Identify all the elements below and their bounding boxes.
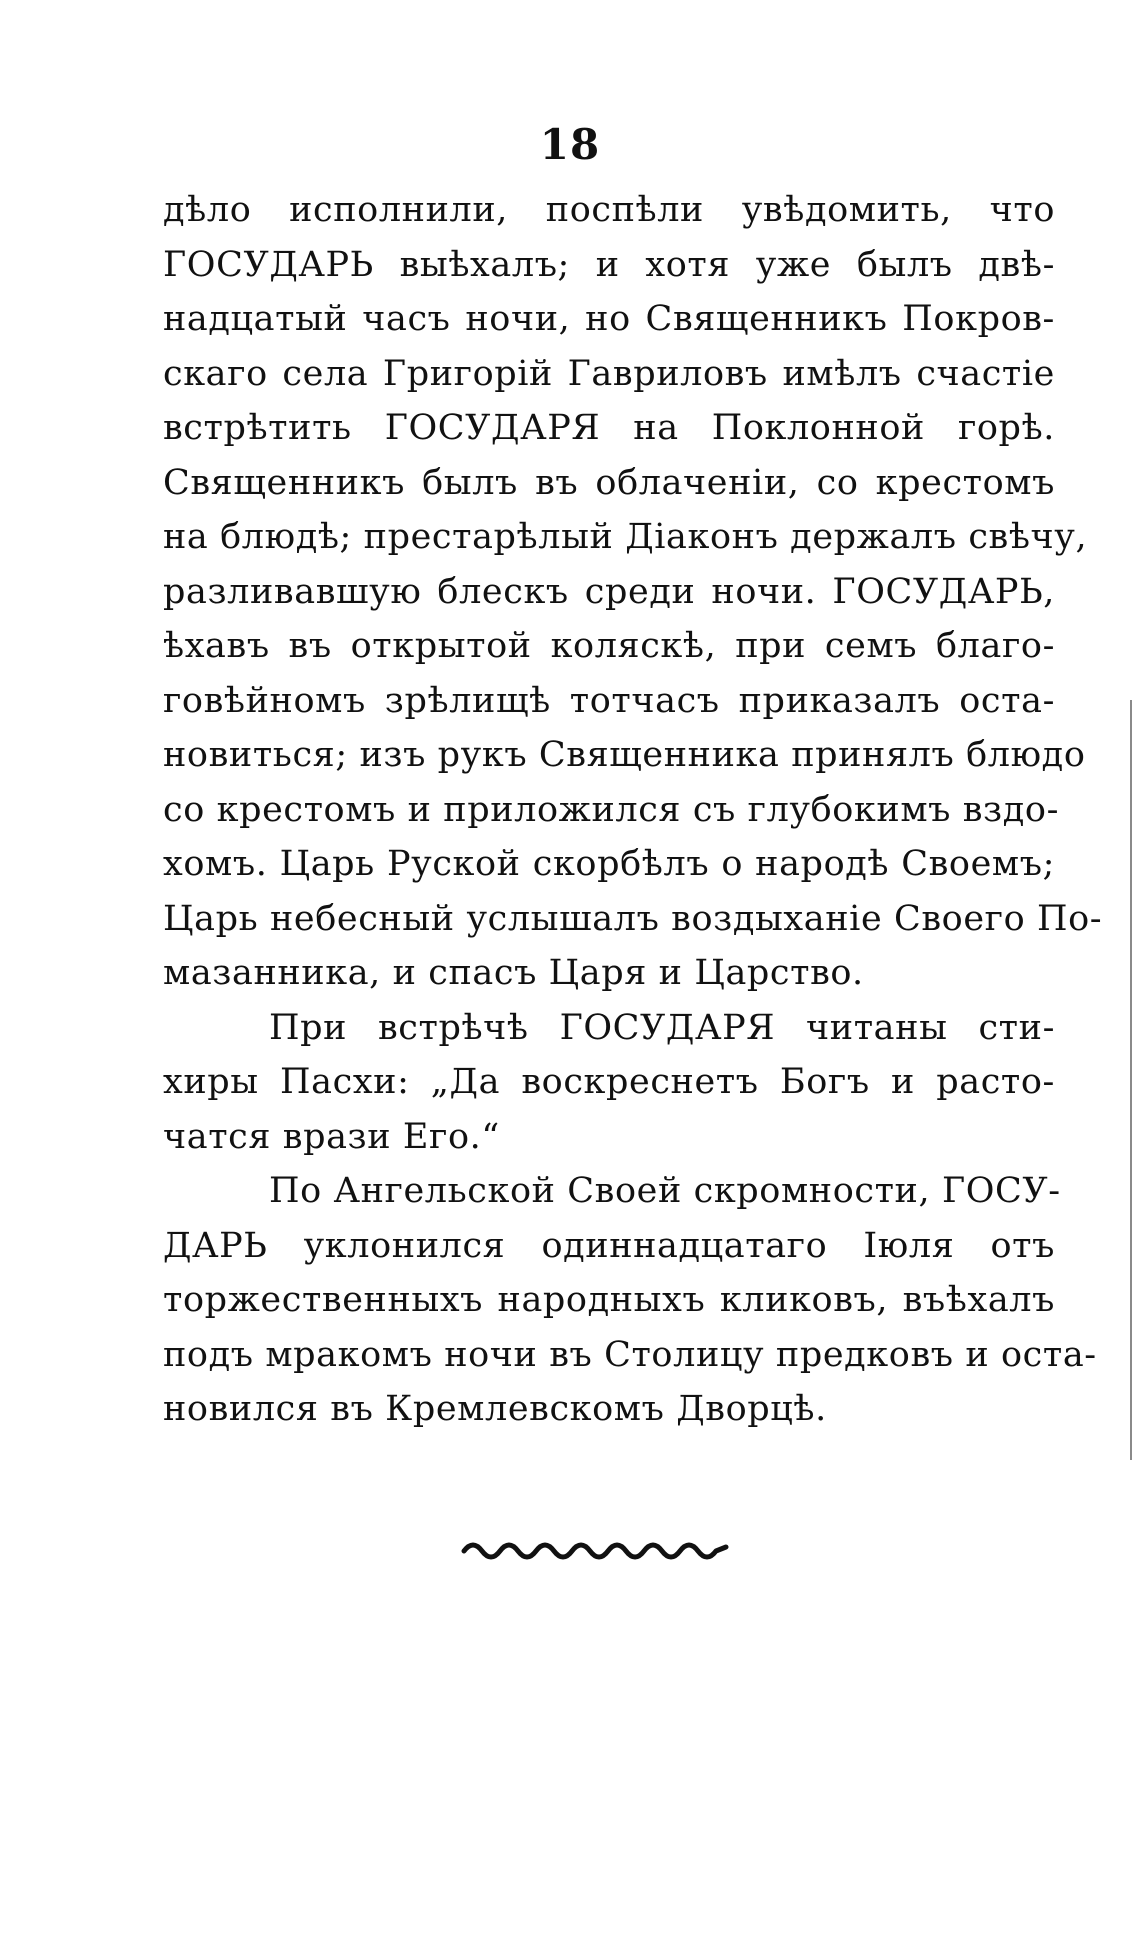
page-edge-line [1130, 700, 1132, 1460]
text-line: При встрѣчѣ ГОСУДАРЯ читаны сти- [269, 1007, 1055, 1048]
text-line: со крестомъ и приложился съ глубокимъ вздо- [163, 789, 1059, 830]
text-line: ѣхавъ въ открытой коляскѣ, при семъ благо- [163, 626, 1055, 666]
page-number: 18 [539, 120, 601, 169]
text-line: подъ мракомъ ночи въ Столицу предковъ и оста- [163, 1334, 1097, 1375]
text-line: хиры Пасхи: „Да воскреснетъ Богъ и расто- [163, 1062, 1055, 1102]
text-line: надцатый часъ ночи, но Священникъ Покров- [163, 299, 1055, 339]
text-line: хомъ. Царь Руской скорбѣлъ о народѣ Своемъ; [163, 844, 1055, 884]
body-text [163, 183, 1103, 1437]
paragraph-2 [163, 1001, 1055, 1165]
text-line: скаго села Григорій Гавриловъ имѣлъ счастіе [163, 353, 1055, 394]
text-line: По Ангельской Своей скромности, ГОСУ- [269, 1171, 1061, 1211]
text-line: разливавшую блескъ среди ночи. ГОСУДАРЬ, [163, 571, 1055, 612]
text-line: ДАРЬ уклонился одиннадцатаго Іюля отъ [163, 1225, 1055, 1266]
wavy-tailpiece-ornament-icon [460, 1535, 730, 1561]
text-line: встрѣтить ГОСУДАРЯ на Поклонной горѣ. [163, 408, 1055, 448]
text-line: новился въ Кремлевскомъ Дворцѣ. [163, 1389, 827, 1429]
text-line: Священникъ былъ въ облаченіи, со крестомъ [163, 462, 1055, 503]
text-line: на блюдѣ; престарѣлый Діаконъ держалъ свѣчу, [163, 517, 1088, 557]
paragraph-3 [163, 1164, 1097, 1437]
paragraph-1 [163, 183, 1103, 1001]
text-line: мазанника, и спасъ Царя и Царство. [163, 953, 864, 993]
text-line: торжественныхъ народныхъ кликовъ, въѣхалъ [163, 1280, 1055, 1320]
text-line: говѣйномъ зрѣлищѣ тотчасъ приказалъ оста- [163, 680, 1055, 721]
text-line: чатся врази Его.“ [163, 1116, 500, 1157]
text-line: Царь небесный услышалъ воздыханіе Своего По- [163, 898, 1103, 939]
text-line: дѣло исполнили, поспѣли увѣдомить, что [163, 190, 1055, 230]
text-line: новиться; изъ рукъ Священника принялъ блюдо [163, 735, 1086, 775]
text-line: ГОСУДАРЬ выѣхалъ; и хотя уже былъ двѣ- [163, 244, 1055, 285]
